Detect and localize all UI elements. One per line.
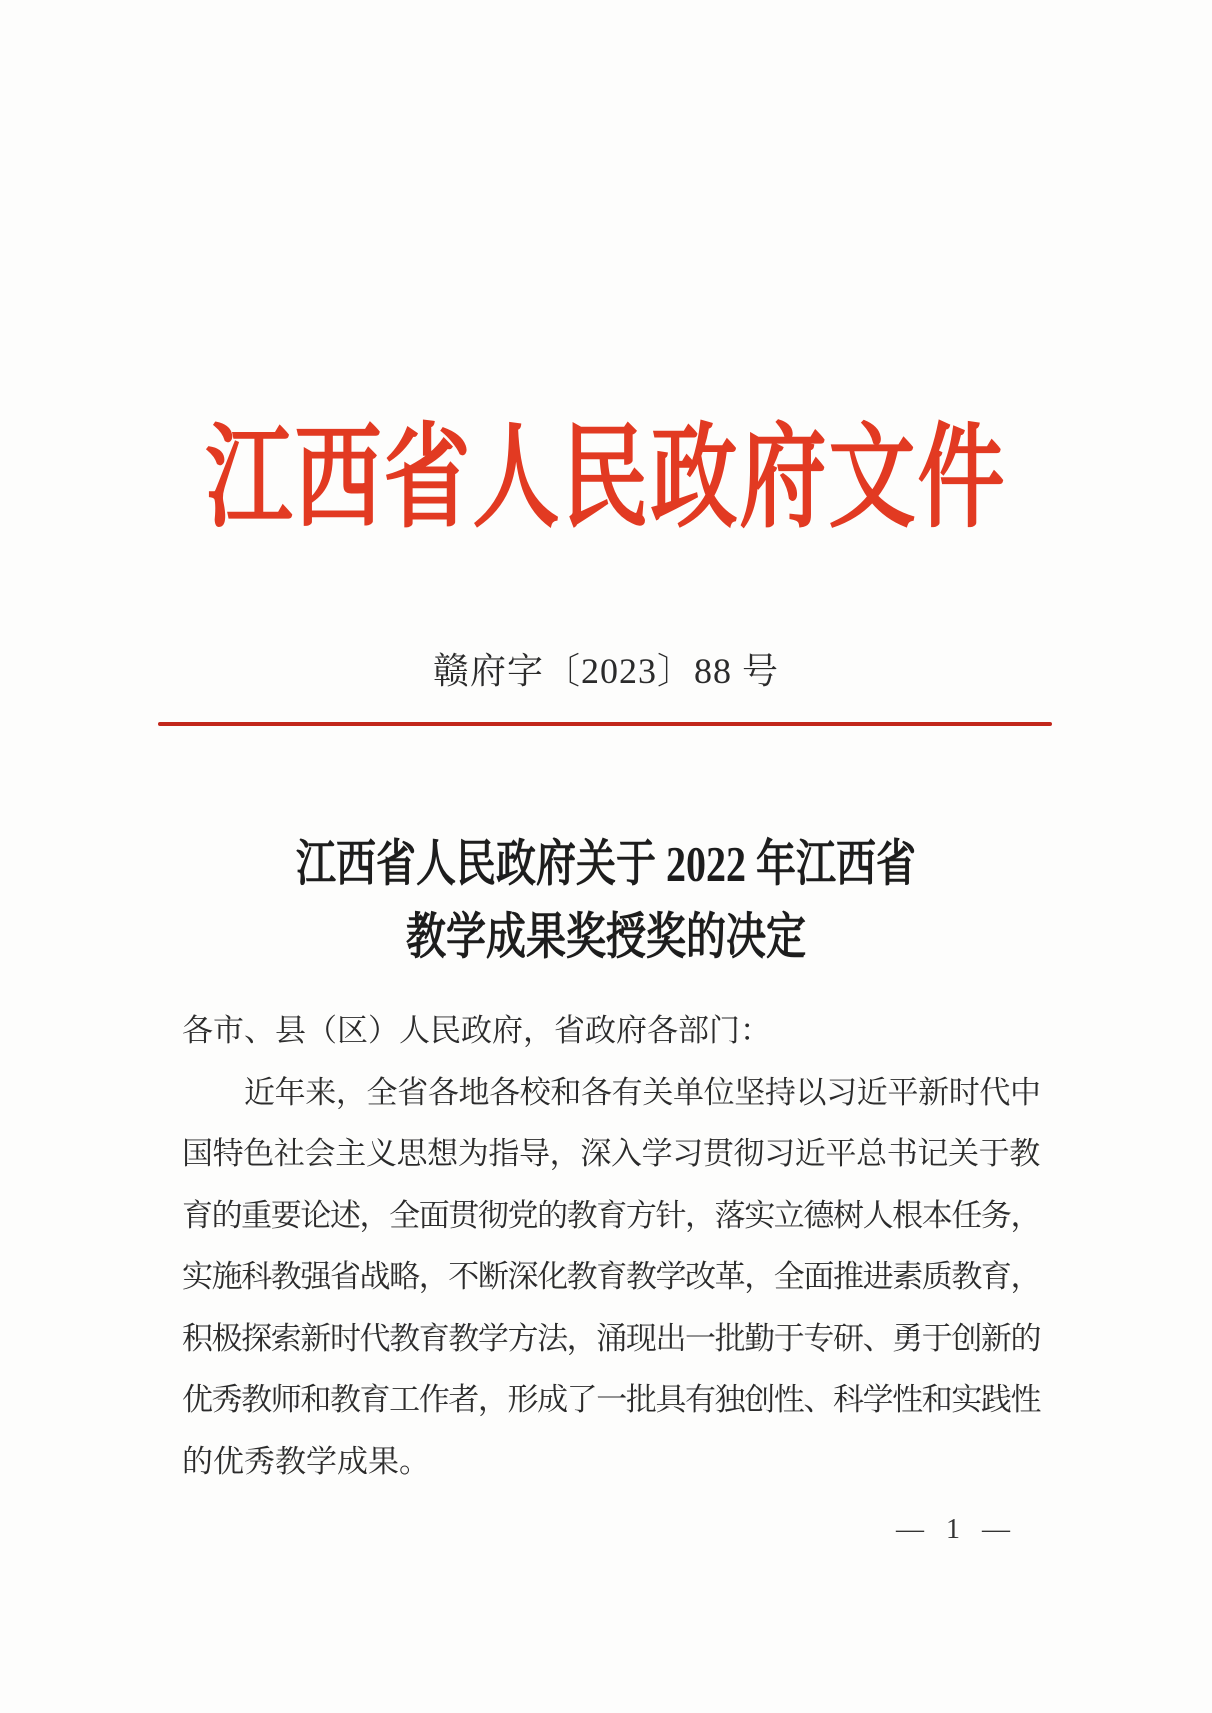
salutation-line: 各市、县（区）人民政府，省政府各部门：	[182, 1013, 771, 1048]
body-line: 近年来，全省各地各校和各有关单位坚持以习近平新时代中	[244, 1074, 1041, 1110]
body-line: 积极探索新时代教育教学方法，涌现出一批勤于专研、勇于创新的	[182, 1320, 1041, 1356]
body-line: 国特色社会主义思想为指导，深入学习贯彻习近平总书记关于教	[182, 1136, 1040, 1171]
document-body	[182, 1000, 1040, 1492]
letterhead-title: 江西省人民政府文件	[205, 415, 1007, 542]
body-line: 育的重要论述，全面贯彻党的教育方针，落实立德树人根本任务，	[182, 1197, 1041, 1233]
body-line: 的优秀教学成果。	[182, 1443, 430, 1479]
letterhead-divider-rule	[158, 722, 1052, 726]
document-title-line-2: 教学成果奖授奖的决定	[406, 908, 806, 965]
body-line: 实施科教强省战略，不断深化教育教学改革，全面推进素质教育，	[182, 1259, 1041, 1294]
body-line: 优秀教师和教育工作者，形成了一批具有独创性、科学性和实践性	[182, 1382, 1041, 1417]
page-number: — 1 —	[896, 1514, 1013, 1545]
document-number: 赣府字〔2023〕88 号	[432, 651, 779, 691]
document-title-line-1: 江西省人民政府关于 2022 年江西省	[296, 835, 916, 892]
document-title	[0, 827, 1212, 973]
